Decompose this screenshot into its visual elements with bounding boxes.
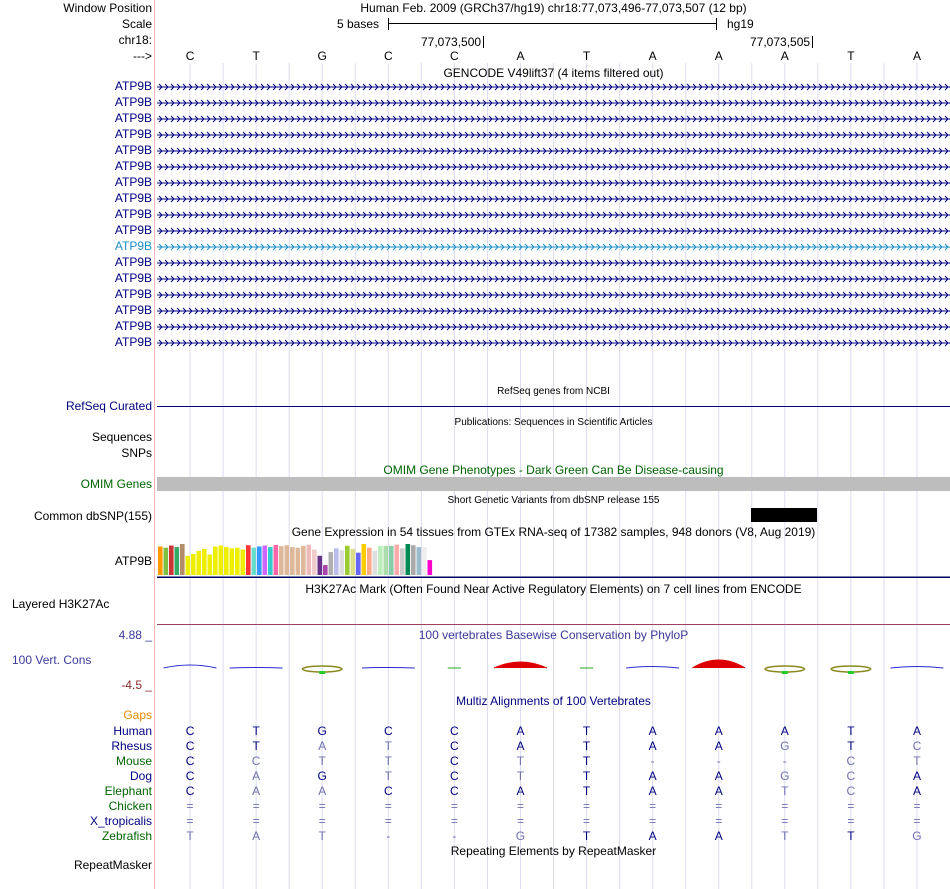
repeatmasker-track-label[interactable]: RepeatMasker: [73, 858, 152, 872]
multiz-base: A: [714, 769, 723, 783]
multiz-base: T: [186, 829, 194, 843]
multiz-base: -: [452, 829, 457, 843]
multiz-base: A: [648, 739, 657, 753]
multiz-base: A: [252, 769, 261, 783]
multiz-base: C: [185, 724, 195, 738]
phylop-track-label[interactable]: 100 Vert. Cons: [12, 653, 92, 667]
gencode-transcript-label[interactable]: ATP9B: [114, 335, 152, 349]
multiz-base: T: [384, 769, 392, 783]
multiz-base: A: [912, 769, 921, 783]
multiz-base: A: [318, 739, 327, 753]
multiz-base: A: [912, 784, 921, 798]
multiz-base: C: [846, 769, 856, 783]
multiz-species-label[interactable]: Human: [113, 724, 152, 738]
multiz-base: A: [516, 724, 525, 738]
multiz-base: A: [714, 739, 723, 753]
multiz-base: C: [383, 784, 393, 798]
multiz-base: T: [252, 739, 260, 753]
multiz-base: T: [582, 724, 591, 738]
window-position-value: Human Feb. 2009 (GRCh37/hg19) chr18:77,073,496-77,073,507 (12 bp): [360, 1, 747, 15]
multiz-base: C: [846, 784, 856, 798]
multiz-base: =: [450, 799, 458, 813]
multiz-base: G: [780, 769, 790, 783]
multiz-base: =: [913, 799, 921, 813]
multiz-base: G: [317, 724, 327, 738]
base-letter: A: [516, 49, 525, 63]
multiz-base: A: [252, 829, 261, 843]
gencode-transcript-label[interactable]: ATP9B: [114, 207, 152, 221]
publications-snps-label[interactable]: SNPs: [121, 446, 152, 460]
multiz-base: T: [582, 739, 591, 753]
multiz-species-label[interactable]: Zebrafish: [101, 829, 152, 843]
multiz-base: A: [516, 784, 525, 798]
phylop-track-title[interactable]: 100 vertebrates Basewise Conservation by PhyloP: [418, 628, 689, 642]
multiz-base: C: [251, 754, 261, 768]
multiz-base: T: [318, 754, 326, 768]
multiz-base: =: [781, 799, 789, 813]
gencode-transcript-label[interactable]: ATP9B: [114, 79, 152, 93]
multiz-base: =: [781, 814, 789, 828]
multiz-base: -: [782, 754, 787, 768]
multiz-species-label[interactable]: Mouse: [115, 754, 152, 768]
multiz-species-label[interactable]: Dog: [129, 769, 152, 783]
omim-track-label[interactable]: OMIM Genes: [80, 477, 152, 491]
multiz-base: =: [516, 814, 524, 828]
scale-label: Scale: [121, 17, 152, 31]
multiz-base: A: [648, 784, 657, 798]
multiz-base: -: [716, 754, 721, 768]
gencode-transcript-label[interactable]: ATP9B: [114, 127, 152, 141]
multiz-base: T: [582, 754, 591, 768]
multiz-base: G: [780, 739, 790, 753]
multiz-species-label[interactable]: X_tropicalis: [89, 814, 152, 828]
gencode-transcript-label[interactable]: ATP9B: [114, 175, 152, 189]
multiz-base: =: [318, 799, 326, 813]
multiz-base: =: [252, 799, 260, 813]
multiz-species-label[interactable]: Chicken: [108, 799, 152, 813]
publications-track-title[interactable]: Publications: Sequences in Scientific Articles: [454, 417, 653, 428]
base-letter: C: [185, 49, 195, 63]
gencode-transcript-label[interactable]: ATP9B: [114, 143, 152, 157]
h3k27ac-track-label[interactable]: Layered H3K27Ac: [12, 597, 110, 611]
gencode-transcript-label[interactable]: ATP9B: [114, 159, 152, 173]
assembly-label: hg19: [727, 17, 754, 31]
sidebar-divider: [154, 0, 155, 889]
multiz-base: C: [450, 769, 459, 783]
multiz-base: T: [318, 829, 326, 843]
multiz-base: T: [516, 754, 525, 768]
gtex-track-label[interactable]: ATP9B: [114, 554, 152, 568]
gencode-transcript-label[interactable]: ATP9B: [114, 111, 152, 125]
gencode-transcript-label[interactable]: ATP9B: [114, 271, 152, 285]
multiz-base: A: [780, 724, 789, 738]
multiz-base: =: [252, 814, 260, 828]
multiz-base: T: [847, 739, 855, 753]
base-letter: C: [450, 49, 459, 63]
multiz-alignment[interactable]: [157, 0, 950, 889]
phylop-min-label: -4.5 _: [121, 678, 152, 692]
multiz-base: T: [913, 754, 921, 768]
base-letter: T: [582, 49, 591, 63]
refseq-track-title[interactable]: RefSeq genes from NCBI: [497, 386, 610, 397]
multiz-base: C: [185, 784, 195, 798]
dbsnp-track-label[interactable]: Common dbSNP(155): [33, 509, 152, 523]
multiz-base: C: [450, 724, 459, 738]
multiz-base: -: [386, 829, 391, 843]
multiz-base: C: [185, 754, 195, 768]
multiz-base: C: [450, 784, 459, 798]
multiz-base: =: [847, 814, 855, 828]
multiz-base: G: [912, 829, 922, 843]
multiz-gaps-label[interactable]: Gaps: [123, 708, 152, 722]
multiz-species-label[interactable]: Elephant: [104, 784, 152, 798]
gencode-transcript-label[interactable]: ATP9B: [114, 191, 152, 205]
gencode-transcript-label[interactable]: ATP9B: [114, 223, 152, 237]
multiz-base: A: [648, 724, 657, 738]
base-letter: A: [714, 49, 723, 63]
scale-value: 5 bases: [337, 17, 380, 31]
multiz-base: =: [913, 814, 921, 828]
multiz-base: =: [649, 799, 657, 813]
base-letter: C: [383, 49, 393, 63]
multiz-base: =: [649, 814, 657, 828]
chromosome-label: chr18:: [118, 33, 152, 47]
gtex-track-title[interactable]: Gene Expression in 54 tissues from GTEx RNA-seq of 17382 samples, 948 donors (V8, Aug 2019): [291, 525, 816, 539]
window-position-label: Window Position: [63, 1, 152, 15]
multiz-base: T: [847, 724, 855, 738]
multiz-base: T: [582, 784, 591, 798]
multiz-base: A: [252, 784, 261, 798]
multiz-base: A: [714, 829, 723, 843]
multiz-base: C: [450, 739, 459, 753]
strand-arrow-label[interactable]: --->: [133, 49, 152, 63]
multiz-base: =: [384, 814, 392, 828]
base-letter: G: [317, 49, 327, 63]
multiz-base: -: [650, 754, 655, 768]
coordinate-1-text: 77,073,500: [421, 35, 482, 49]
multiz-base: A: [714, 784, 723, 798]
gencode-transcript-label[interactable]: ATP9B: [114, 303, 152, 317]
multiz-base: =: [583, 814, 591, 828]
coordinate-2-text: 77,073,505: [750, 35, 811, 49]
gencode-transcript-label[interactable]: ATP9B: [114, 287, 152, 301]
multiz-base: =: [715, 814, 723, 828]
multiz-base: G: [317, 769, 327, 783]
multiz-base: T: [582, 829, 591, 843]
gencode-transcript-label[interactable]: ATP9B: [114, 319, 152, 333]
multiz-species-label[interactable]: Rhesus: [111, 739, 152, 753]
publications-sequences-label[interactable]: Sequences: [91, 430, 152, 444]
multiz-track-title[interactable]: Multiz Alignments of 100 Vertebrates: [456, 694, 651, 708]
multiz-base: T: [582, 769, 591, 783]
multiz-base: T: [847, 829, 855, 843]
base-letter: A: [780, 49, 789, 63]
multiz-base: A: [318, 784, 327, 798]
multiz-base: A: [714, 724, 723, 738]
multiz-base: A: [516, 739, 525, 753]
multiz-base: T: [384, 739, 392, 753]
repeatmasker-track-title[interactable]: Repeating Elements by RepeatMasker: [450, 844, 657, 858]
multiz-base: C: [185, 739, 195, 753]
multiz-base: T: [252, 724, 260, 738]
multiz-base: A: [648, 829, 657, 843]
gencode-transcript-label[interactable]: ATP9B: [114, 239, 152, 253]
multiz-base: =: [516, 799, 524, 813]
multiz-base: =: [715, 799, 723, 813]
multiz-base: =: [186, 814, 194, 828]
multiz-base: C: [912, 739, 922, 753]
multiz-base: C: [450, 754, 459, 768]
multiz-base: A: [648, 769, 657, 783]
base-letter: T: [252, 49, 260, 63]
multiz-base: G: [515, 829, 526, 843]
multiz-base: T: [781, 829, 789, 843]
multiz-base: =: [583, 799, 591, 813]
multiz-base: =: [186, 799, 194, 813]
dbsnp-track-title[interactable]: Short Genetic Variants from dbSNP release 155: [447, 495, 660, 506]
multiz-base: =: [318, 814, 326, 828]
base-letter: A: [648, 49, 657, 63]
multiz-base: =: [384, 799, 392, 813]
multiz-base: C: [185, 769, 195, 783]
multiz-base: C: [383, 724, 393, 738]
refseq-track-label[interactable]: RefSeq Curated: [65, 399, 152, 413]
gencode-track-title[interactable]: GENCODE V49lift37 (4 items filtered out): [443, 66, 664, 80]
h3k27ac-track-title[interactable]: H3K27Ac Mark (Often Found Near Active Regulatory Elements) on 7 cell lines from ENCODE: [305, 582, 802, 596]
multiz-base: T: [781, 784, 789, 798]
phylop-max-label: 4.88 _: [118, 628, 152, 642]
multiz-base: =: [450, 814, 458, 828]
multiz-base: T: [384, 754, 392, 768]
multiz-base: A: [912, 724, 921, 738]
base-letter: A: [912, 49, 921, 63]
multiz-base: =: [847, 799, 855, 813]
multiz-base: C: [846, 754, 856, 768]
gencode-transcript-label[interactable]: ATP9B: [114, 255, 152, 269]
base-letter: T: [847, 49, 855, 63]
gencode-transcript-label[interactable]: ATP9B: [114, 95, 152, 109]
omim-track-title[interactable]: OMIM Gene Phenotypes - Dark Green Can Be Disease-causing: [383, 463, 724, 477]
multiz-base: T: [516, 769, 525, 783]
